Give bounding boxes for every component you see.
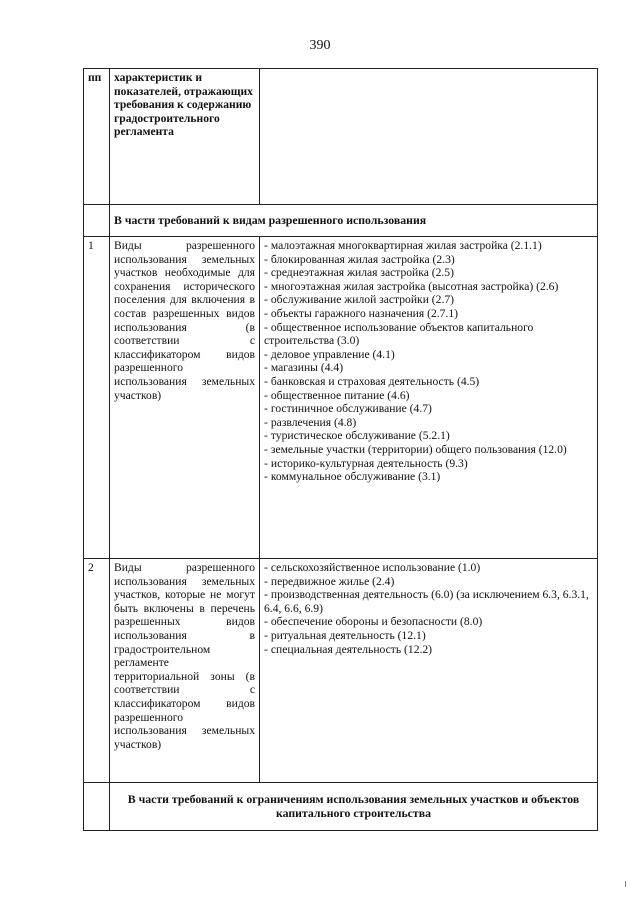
dash-bullet: - — [264, 374, 268, 388]
dash-bullet: - — [264, 588, 268, 602]
list-item — [264, 629, 593, 643]
list-item-text: общественное использование объектов капитального строительства (3.0) — [264, 320, 534, 348]
list-item-text: производственная деятельность (6.0) (за исключением 6.3, 6.3.1, 6.4, 6.6, 6.9) — [264, 588, 589, 615]
list-item-text: магазины (4.4) — [270, 361, 344, 375]
dash-bullet: - — [264, 402, 268, 416]
list-item-text: обслуживание жилой застройки (2.7) — [270, 293, 455, 307]
list-item — [264, 266, 593, 280]
list-item-text: специальная деятельность (12.2) — [270, 642, 433, 656]
dash-bullet: - — [264, 415, 268, 429]
dash-bullet: - — [264, 320, 268, 334]
list-item — [264, 375, 593, 389]
header-value-cell — [260, 69, 598, 205]
dash-bullet: - — [264, 252, 268, 266]
dash-bullet: - — [264, 388, 268, 402]
dash-bullet: - — [264, 574, 268, 588]
list-item — [264, 443, 593, 457]
list-item — [264, 429, 593, 443]
list-item — [264, 253, 593, 267]
dash-bullet: - — [264, 456, 268, 470]
dash-bullet: - — [264, 615, 268, 629]
list-item — [264, 307, 593, 321]
list-item — [264, 561, 593, 575]
dash-bullet: - — [264, 347, 268, 361]
dash-bullet: - — [264, 561, 268, 574]
table-row — [84, 237, 598, 559]
list-item-text: среднеэтажная жилая застройка (2.5) — [270, 266, 454, 280]
list-item — [264, 615, 593, 629]
list-item-text: ритуальная деятельность (12.1) — [270, 628, 426, 642]
dash-bullet: - — [264, 293, 268, 307]
section-num-cell — [84, 783, 110, 831]
list-item — [264, 470, 593, 484]
list-item — [264, 348, 593, 362]
header-characteristic-cell: характеристик и показателей, отражающих требования к содержанию градостроительного регламента — [110, 69, 260, 205]
list-item-text: сельскохозяйственное использование (1.0) — [270, 561, 481, 574]
prohibited-use-list — [264, 561, 593, 656]
section-num-cell — [84, 205, 110, 237]
row-items-cell — [260, 237, 598, 559]
dash-bullet: - — [264, 239, 268, 252]
list-item-text: объекты гаражного назначения (2.7.1) — [270, 306, 459, 320]
list-item — [264, 321, 593, 348]
list-item — [264, 643, 593, 657]
list-item — [264, 280, 593, 294]
permitted-use-list — [264, 239, 593, 484]
list-item-text: банковская и страховая деятельность (4.5) — [270, 374, 480, 388]
dash-bullet: - — [264, 361, 268, 375]
list-item-text: общественное питание (4.6) — [270, 388, 410, 402]
list-item — [264, 588, 593, 615]
row-items-cell — [260, 559, 598, 783]
dash-bullet: - — [264, 642, 268, 656]
list-item-text: блокированная жилая застройка (2.3) — [270, 252, 455, 266]
list-item-text: развлечения (4.8) — [270, 415, 357, 429]
list-item-text: земельные участки (территории) общего пользования (12.0) — [270, 442, 567, 456]
row-number: 1 — [84, 237, 110, 559]
row-description: Виды разрешенного использования земельных участков необходимые для сохранения исторического поселения для включения в состав разрешенных видов использования (в соответствии с классификатором видов разрешенного использования земельных участков) — [110, 237, 260, 559]
dash-bullet: - — [264, 442, 268, 456]
list-item — [264, 239, 593, 253]
section-row — [84, 205, 598, 237]
list-item-text: передвижное жилье (2.4) — [270, 574, 395, 588]
list-item — [264, 389, 593, 403]
header-num-cell: пп — [84, 69, 110, 205]
dash-bullet: - — [264, 306, 268, 320]
list-item-text: многоэтажная жилая застройка (высотная застройка) (2.6) — [270, 279, 559, 293]
list-item — [264, 575, 593, 589]
list-item — [264, 361, 593, 375]
row-description: Виды разрешенного использования земельных участков, которые не могут быть включены в перечень разрешенных видов использования в градостроительном регламенте территориальной зоны (в соответствии с классификатором видов разрешенного использования земельных участков) — [110, 559, 260, 783]
table-header-row — [84, 69, 598, 205]
dash-bullet: - — [264, 628, 268, 642]
section-title: В части требований к ограничениям использования земельных участков и объектов капитального строительства — [110, 783, 598, 831]
section-row — [84, 783, 598, 831]
dash-bullet: - — [264, 266, 268, 280]
regulation-table — [83, 68, 598, 831]
dash-bullet: - — [264, 470, 268, 484]
row-number: 2 — [84, 559, 110, 783]
list-item — [264, 402, 593, 416]
list-item-text: деловое управление (4.1) — [270, 347, 395, 361]
table-row — [84, 559, 598, 783]
dash-bullet: - — [264, 429, 268, 443]
section-title: В части требований к видам разрешенного использования — [110, 205, 598, 237]
page-number: 390 — [309, 38, 331, 53]
list-item-text: туристическое обслуживание (5.2.1) — [270, 429, 450, 443]
list-item-text: коммунальное обслуживание (3.1) — [270, 470, 441, 484]
list-item — [264, 416, 593, 430]
list-item-text: гостиничное обслуживание (4.7) — [270, 402, 432, 416]
list-item-text: историко-культурная деятельность (9.3) — [270, 456, 468, 470]
list-item-text: малоэтажная многоквартирная жилая застройка (2.1.1) — [270, 239, 542, 252]
dash-bullet: - — [264, 279, 268, 293]
list-item — [264, 293, 593, 307]
scan-mark — [625, 881, 626, 887]
list-item-text: обеспечение обороны и безопасности (8.0) — [270, 615, 483, 629]
list-item — [264, 457, 593, 471]
